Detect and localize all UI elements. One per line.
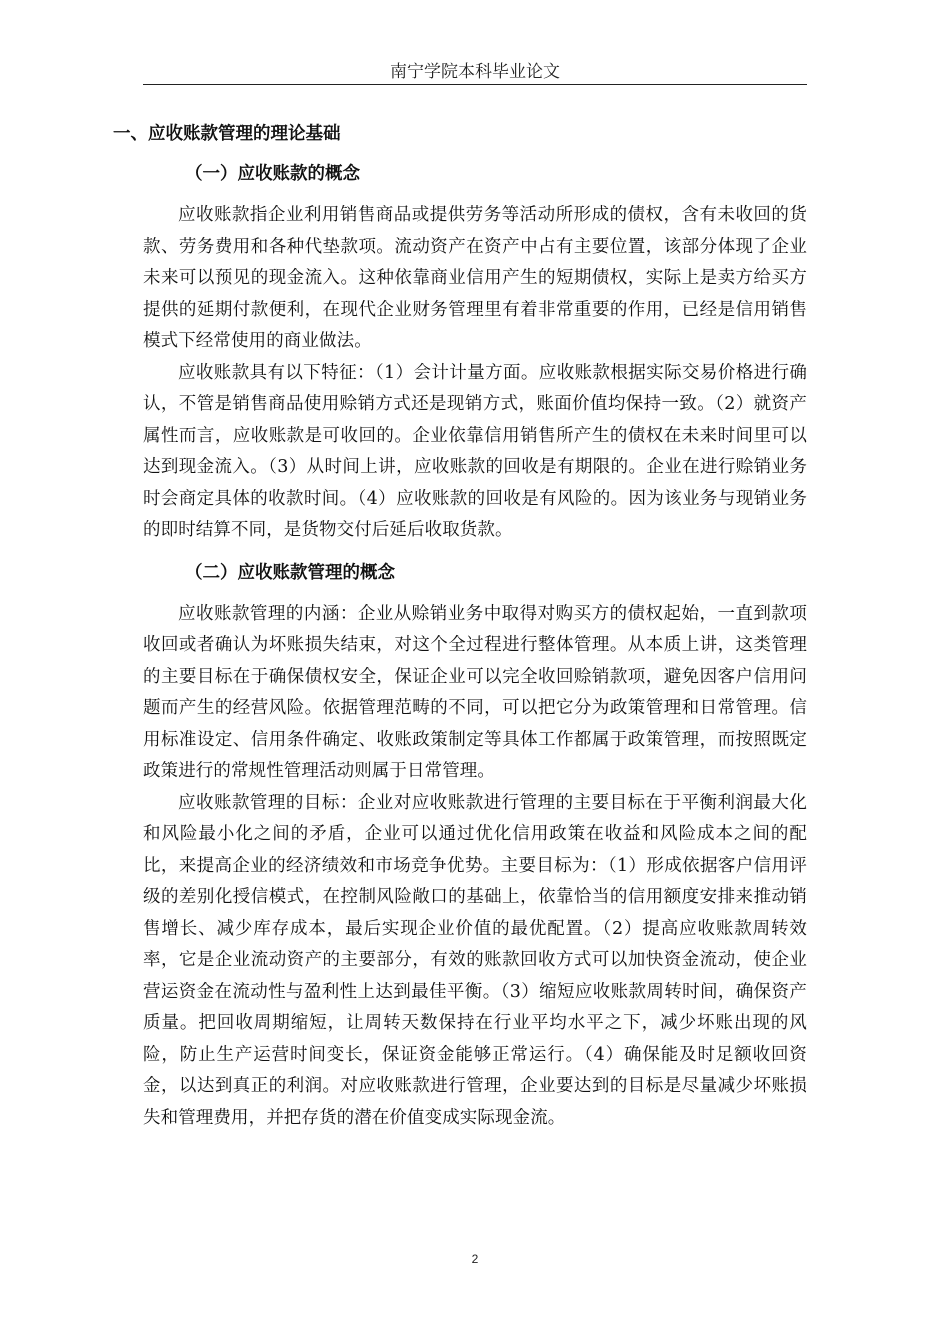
paragraph: 应收账款管理的内涵：企业从赊销业务中取得对购买方的债权起始，一直到款项收回或者确认为坏账损失结束，对这个全过程进行整体管理。从本质上讲，这类管理的主要目标在于确保债权安全，保证企业可以完全收回赊销款项，避免因客户信用问题而产生的经营风险。依据管理范畴的不同，可以把它分为政策管理和日常管理。信用标准设定、信用条件确定、收账政策制定等具体工作都属于政策管理，而按照既定政策进行的常规性管理活动则属于日常管理。: [143, 603, 807, 781]
subsection-heading-2: （二）应收账款管理的概念: [185, 562, 395, 583]
page-number: 2: [471, 1252, 479, 1266]
paragraph: 应收账款具有以下特征：（1）会计计量方面。应收账款根据实际交易价格进行确认，不管是销售商品使用赊销方式还是现销方式，账面价值均保持一致。（2）就资产属性而言，应收账款是可收回的。企业依靠信用销售所产生的债权在未来时间里可以达到现金流入。（3）从时间上讲，应收账款的回收是有期限的。企业在进行赊销业务时会商定具体的收款时间。（4）应收账款的回收是有风险的。因为该业务与现销业务的即时结算不同，是货物交付后延后收取货款。: [143, 362, 807, 540]
header-divider: [143, 84, 807, 85]
spacer: [143, 547, 807, 557]
section-heading: 一、应收账款管理的理论基础: [113, 124, 341, 144]
paragraph: 应收账款指企业利用销售商品或提供劳务等活动所形成的债权，含有未收回的货款、劳务费用和各种代垫款项。流动资产在资产中占有主要位置，该部分体现了企业未来可以预见的现金流入。这种依靠商业信用产生的短期债权，实际上是卖方给买方提供的延期付款便利，在现代企业财务管理里有着非常重要的作用，已经是信用销售模式下经常使用的商业做法。: [143, 205, 807, 351]
page-body: [113, 118, 807, 1134]
page-header-title: 南宁学院本科毕业论文: [390, 62, 560, 82]
subsection-heading-1: （一）应收账款的概念: [185, 164, 360, 184]
paragraph: 应收账款管理的目标：企业对应收账款进行管理的主要目标在于平衡利润最大化和风险最小化之间的矛盾，企业可以通过优化信用政策在收益和风险成本之间的配比，来提高企业的经济绩效和市场竞争优势。主要目标为：（1）形成依据客户信用评级的差别化授信模式，在控制风险敞口的基础上，依靠恰当的信用额度安排来推动销售增长、减少库存成本，最后实现企业价值的最优配置。（2）提高应收账款周转效率，它是企业流动资产的主要部分，有效的账款回收方式可以加快资金流动，使企业营运资金在流动性与盈利性上达到最佳平衡。（3）缩短应收账款周转时间，确保资产质量。把回收周期缩短，让周转天数保持在行业平均水平之下，减少坏账出现的风险，防止生产运营时间变长，保证资金能够正常运行。（4）确保能及时足额收回资金，以达到真正的利润。对应收账款进行管理，企业要达到的目标是尽量减少坏账损失和管理费用，并把存货的潜在价值变成实际现金流。: [143, 792, 807, 1128]
